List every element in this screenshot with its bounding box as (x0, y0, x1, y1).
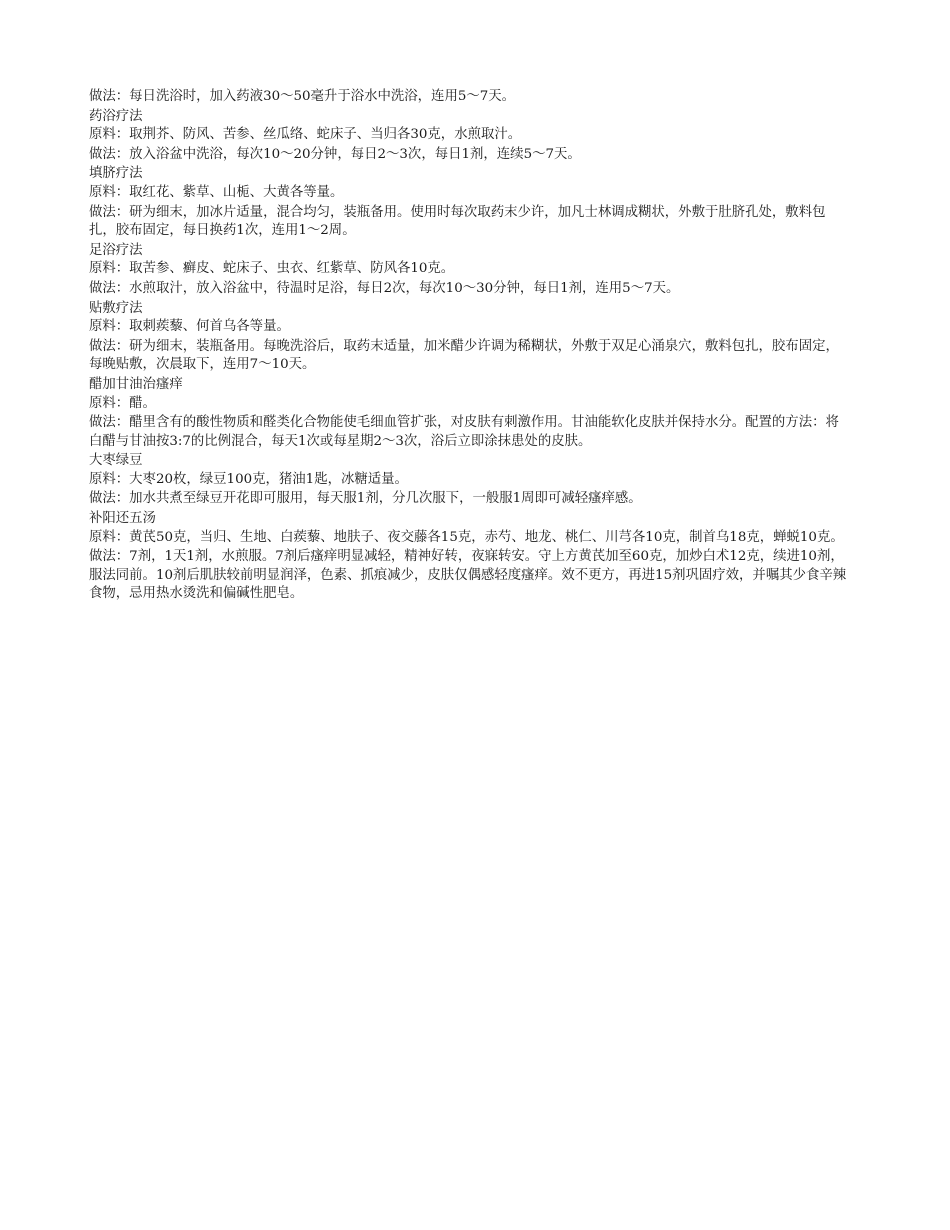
paragraph-ingredients: 原料：取荆芥、防风、苦参、丝瓜络、蛇床子、当归各30克，水煎取汁。 (89, 127, 522, 143)
section-heading-foot-bath: 足浴疗法 (89, 242, 143, 258)
paragraph-method: 做法：研为细末，加冰片适量，混合均匀，装瓶备用。使用时每次取药末少许，加凡士林调成糊状，外敷于肚脐孔处，敷料包扎，胶布固定，每日换药1次，连用1～2周。 (89, 204, 826, 239)
section-heading-plaster: 贴敷疗法 (89, 300, 143, 316)
paragraph-ingredients: 原料：取刺蒺藜、何首乌各等量。 (89, 319, 290, 335)
section-heading-navel-filling: 填脐疗法 (89, 166, 143, 182)
paragraph-method: 做法：放入浴盆中洗浴，每次10～20分钟，每日2～3次，每日1剂，连续5～7天。 (89, 146, 581, 162)
document-body (89, 88, 851, 605)
paragraph-ingredients: 原料：黄芪50克，当归、生地、白蒺藜、地肤子、夜交藤各15克，赤芍、地龙、桃仁、川芎各10克，制首乌18克，蝉蜕10克。 (89, 529, 844, 545)
paragraph-method: 做法：醋里含有的酸性物质和醛类化合物能使毛细血管扩张，对皮肤有刺激作用。甘油能软化皮肤并保持水分。配置的方法：将白醋与甘油按3:7的比例混合，每天1次或每星期2～3次，浴后立即涂抹患处的皮肤。 (89, 415, 839, 449)
section-heading-vinegar-glycerin: 醋加甘油治瘙痒 (89, 376, 183, 392)
paragraph-method: 做法：研为细末，装瓶备用。每晚洗浴后，取药末适量，加米醋少许调为稀糊状，外敷于双足心涌泉穴，敷料包扎，胶布固定，每晚贴敷，次晨取下，连用7～10天。 (89, 338, 839, 373)
paragraph-ingredients: 原料：大枣20枚，绿豆100克，猪油1匙，冰糖适量。 (89, 471, 408, 487)
section-heading-buyang-huanwu-decoction: 补阳还五汤 (89, 511, 156, 527)
section-heading-medicated-bath: 药浴疗法 (89, 108, 143, 124)
paragraph-method: 做法：水煎取汁，放入浴盆中，待温时足浴，每日2次，每次10～30分钟，每日1剂，连用5～7天。 (89, 280, 680, 296)
section-heading-jujube-mung-bean: 大枣绿豆 (89, 453, 143, 469)
paragraph-ingredients: 原料：取苦参、癣皮、蛇床子、虫衣、红紫草、防风各10克。 (89, 261, 455, 277)
paragraph-method: 做法：加水共煮至绿豆开花即可服用，每天服1剂，分几次服下，一般服1周即可减轻瘙痒感。 (89, 491, 642, 507)
paragraph-ingredients: 原料：取红花、紫草、山栀、大黄各等量。 (89, 184, 344, 200)
paragraph-method: 做法：每日洗浴时，加入药液30～50毫升于浴水中洗浴，连用5～7天。 (89, 89, 516, 104)
paragraph-method: 做法：7剂，1天1剂，水煎服。7剂后瘙痒明显减轻，精神好转，夜寐转安。守上方黄芪加至60克，加炒白术12克，续进10剂，服法同前。10剂后肌肤较前明显润泽，色素、抓痕减少，皮肤仅偶感轻度瘙痒。效不更方，再进15剂巩固疗效，并嘱其少食辛辣食物，忌用热水烫洗和偏碱性肥皂。 (89, 549, 847, 602)
paragraph-ingredients: 原料：醋。 (89, 395, 156, 411)
